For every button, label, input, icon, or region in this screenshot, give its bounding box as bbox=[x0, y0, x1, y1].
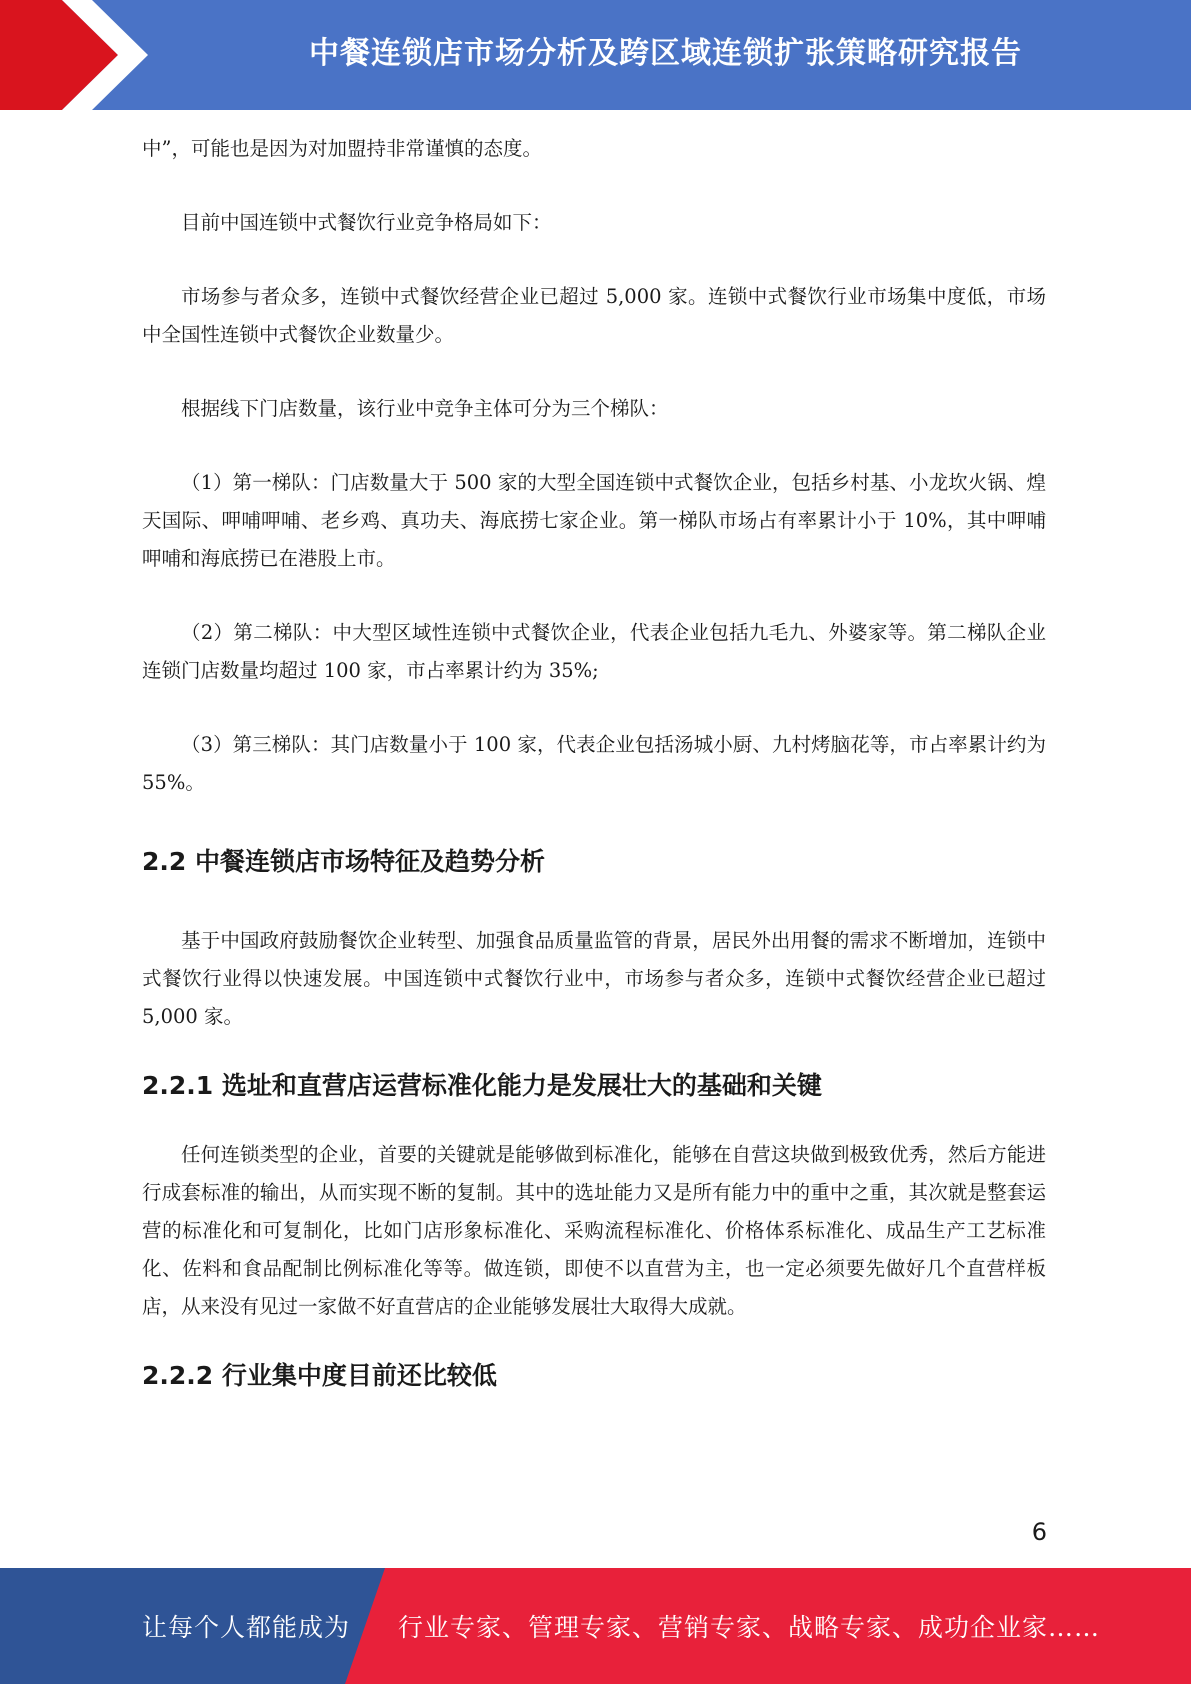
paragraph: 基于中国政府鼓励餐饮企业转型、加强食品质量监管的背景，居民外出用餐的需求不断增加，连锁中式餐饮行业得以快速发展。中国连锁中式餐饮行业中，市场参与者众多，连锁中式餐饮经营企业已超过 5,000 家。 bbox=[142, 929, 1046, 1028]
paragraph: 根据线下门店数量，该行业中竞争主体可分为三个梯队： bbox=[181, 397, 669, 420]
section-heading: 2.2 中餐连锁店市场特征及趋势分析 bbox=[142, 847, 545, 876]
document-body bbox=[142, 130, 1046, 1396]
paragraph: 目前中国连锁中式餐饮行业竞争格局如下： bbox=[181, 211, 552, 234]
page-number: 6 bbox=[1031, 1518, 1047, 1546]
paragraph: （2）第二梯队：中大型区域性连锁中式餐饮企业，代表企业包括九毛九、外婆家等。第二梯队企业连锁门店数量均超过 100 家，市占率累计约为 35%; bbox=[142, 621, 1046, 682]
subsection-heading: 2.2.1 选址和直营店运营标准化能力是发展壮大的基础和关键 bbox=[142, 1071, 822, 1100]
footer-slogan-left: 让每个人都能成为 bbox=[142, 1613, 351, 1642]
paragraph: 中”，可能也是因为对加盟持非常谨慎的态度。 bbox=[142, 137, 542, 160]
paragraph: （1）第一梯队：门店数量大于 500 家的大型全国连锁中式餐饮企业，包括乡村基、小龙坎火锅、煌天国际、呷哺呷哺、老乡鸡、真功夫、海底捞七家企业。第一梯队市场占有率累计小于 10%，其中呷哺呷哺和海底捞已在港股上市。 bbox=[142, 471, 1046, 570]
subsection-heading: 2.2.2 行业集中度目前还比较低 bbox=[142, 1361, 497, 1390]
paragraph: 任何连锁类型的企业，首要的关键就是能够做到标准化，能够在自营这块做到极致优秀，然后方能进行成套标准的输出，从而实现不断的复制。其中的选址能力又是所有能力中的重中之重，其次就是整套运营的标准化和可复制化，比如门店形象标准化、采购流程标准化、价格体系标准化、成品生产工艺标准化、佐料和食品配制比例标准化等等。做连锁，即使不以直营为主，也一定必须要先做好几个直营样板店，从来没有见过一家做不好直营店的企业能够发展壮大取得大成就。 bbox=[142, 1143, 1046, 1318]
paragraph: （3）第三梯队：其门店数量小于 100 家，代表企业包括汤城小厨、九村烤脑花等，市占率累计约为 55%。 bbox=[142, 733, 1046, 794]
document-title: 中餐连锁店市场分析及跨区域连锁扩张策略研究报告 bbox=[309, 36, 1022, 71]
page-header bbox=[0, 0, 1191, 110]
paragraph: 市场参与者众多，连锁中式餐饮经营企业已超过 5,000 家。连锁中式餐饮行业市场集中度低，市场中全国性连锁中式餐饮企业数量少。 bbox=[142, 285, 1046, 346]
header-chevron-decoration bbox=[0, 0, 160, 110]
footer-slogan-right: 行业专家、管理专家、营销专家、战略专家、成功企业家…… bbox=[398, 1613, 1101, 1642]
page-footer bbox=[0, 1568, 1191, 1684]
